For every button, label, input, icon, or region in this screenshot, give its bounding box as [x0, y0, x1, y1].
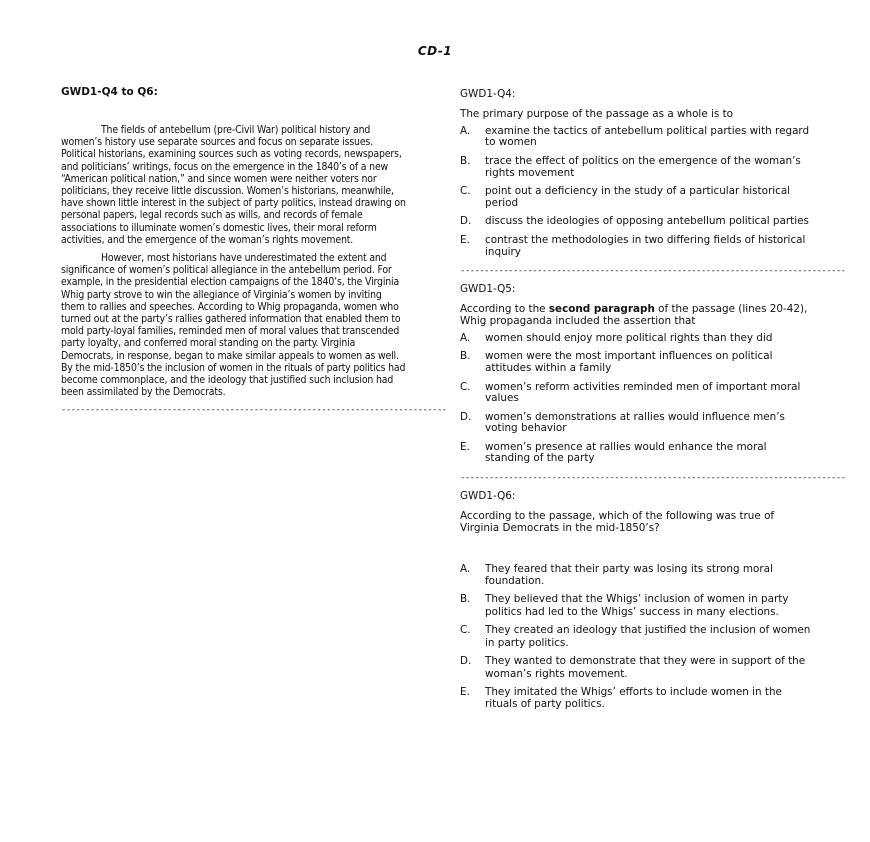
answer-choice-e[interactable] [460, 686, 812, 711]
question-stem: According to the second paragraph of the passage (lines 20-42), Whig propaganda included the assertion that [460, 303, 808, 327]
passage-title: GWD1-Q4 to Q6: [61, 86, 158, 98]
choice-text: They imitated the Whigs’ efforts to include women in the rituals of party politics. [485, 685, 782, 711]
passage-divider: -------------------------------------------------------------------------------- [61, 405, 447, 416]
answer-choice-c[interactable] [460, 186, 812, 209]
choice-text: women should enjoy more political rights than they did [485, 331, 773, 344]
answer-choice-e[interactable] [460, 235, 812, 258]
choice-letter: A. [460, 331, 471, 344]
stem-emphasis: second paragraph [548, 303, 655, 316]
choice-letter: A. [460, 124, 471, 137]
page-header: CD-1 [417, 44, 453, 58]
choice-text: contrast the methodologies in two differing fields of historical inquiry [485, 233, 806, 258]
choice-letter: B. [460, 350, 471, 363]
answer-choice-a[interactable] [460, 126, 812, 149]
passage-paragraph-1: The fields of antebellum (pre-Civil War) political history and women’s history use separate sources and focus on separate issues. Political historians, examining sources such as voting records, newspapers, and politicians’ writings, focus on the emergence in the 1840’s of a new “American political nation,” and since women were neither voters nor politicians, they receive little discussion. Women’s historians, meanwhile, have shown little interest in the subject of party politics, instead drawing on personal papers, legal records such as wills, and records of female associations to illuminate women’s domestic lives, their moral reform activities, and the emergence of the woman’s rights movement. [61, 124, 406, 246]
answer-choice-d[interactable] [460, 216, 812, 228]
choice-text: women’s reform activities reminded men of important moral values [485, 380, 801, 405]
choice-text: examine the tactics of antebellum political parties with regard to women [485, 124, 810, 149]
choice-letter: C. [460, 624, 471, 637]
answer-choice-a[interactable] [460, 563, 812, 588]
choice-letter: A. [460, 562, 471, 575]
answer-choice-b[interactable] [460, 156, 812, 179]
choice-text: They created an ideology that justified the inclusion of women in party politics. [485, 624, 811, 649]
choice-letter: C. [460, 185, 471, 198]
answer-choice-d[interactable] [460, 412, 812, 435]
choice-letter: E. [460, 440, 470, 453]
answer-choice-c[interactable] [460, 624, 812, 649]
question-id: GWD1-Q4: [460, 88, 516, 100]
choice-text: women’s presence at rallies would enhance the moral standing of the party [485, 440, 767, 465]
choice-letter: C. [460, 380, 471, 393]
choice-letter: E. [460, 233, 470, 246]
choice-letter: E. [460, 685, 470, 698]
choice-letter: B. [460, 154, 471, 167]
answer-choice-d[interactable] [460, 655, 812, 680]
passage-paragraph-2: However, most historians have underestimated the extent and significance of women’s political allegiance in the antebellum period. For example, in the presidential election campaigns of the 1840’s, the Virginia Whig party strove to win the allegiance of Virginia’s women by inviting them to rallies and speeches. According to Whig propaganda, women who turned out at the party’s rallies gathered information that enabled them to mold party-loyal families, reminded men of moral values that transcended party loyalty, and conferred moral standing on the party. Virginia Democrats, in response, began to make similar appeals to women as well. By the mid-1850’s the inclusion of women in the rituals of party politics had become commonplace, and the ideology that justified such inclusion had been assimilated by the Democrats. [61, 252, 406, 399]
question-id: GWD1-Q6: [460, 490, 516, 503]
choice-text: discuss the ideologies of opposing antebellum political parties [485, 215, 809, 228]
choice-text: point out a deficiency in the study of a particular historical period [485, 185, 791, 209]
choice-text: women were the most important influences on political attitudes within a family [485, 350, 773, 374]
question-q6 [460, 490, 812, 711]
answer-choice-c[interactable] [460, 382, 812, 405]
question-q4 [460, 88, 846, 277]
choice-letter: D. [460, 410, 472, 423]
question-q5 [460, 283, 846, 484]
choice-text: They wanted to demonstrate that they were in support of the woman’s rights movement. [485, 655, 806, 680]
question-stem: According to the passage, which of the following was true of Virginia Democrats in the mid-1850’s? [460, 510, 775, 534]
answer-choices [460, 563, 812, 711]
question-divider: -------------------------------------------------------------------------------- [460, 266, 846, 277]
choice-text: trace the effect of politics on the emergence of the woman’s rights movement [485, 154, 801, 179]
answer-choice-e[interactable] [460, 442, 812, 465]
choice-text: women’s demonstrations at rallies would influence men’s voting behavior [485, 410, 785, 435]
answer-choice-b[interactable] [460, 351, 812, 374]
questions-column [460, 88, 846, 717]
question-divider: -------------------------------------------------------------------------------- [460, 473, 846, 484]
passage-column [61, 86, 447, 416]
choice-letter: D. [460, 215, 472, 228]
choice-text: They believed that the Whigs’ inclusion of women in party politics had led to the Whigs’ success in many elections. [485, 593, 789, 618]
choice-text: They feared that their party was losing its strong moral foundation. [485, 562, 773, 588]
answer-choices [460, 333, 812, 465]
question-stem: The primary purpose of the passage as a whole is to [460, 108, 734, 120]
passage-text [61, 124, 406, 398]
choice-letter: D. [460, 655, 472, 668]
answer-choices [460, 126, 812, 258]
choice-letter: B. [460, 593, 471, 606]
question-id: GWD1-Q5: [460, 283, 516, 296]
answer-choice-b[interactable] [460, 593, 812, 618]
answer-choice-a[interactable] [460, 333, 812, 345]
